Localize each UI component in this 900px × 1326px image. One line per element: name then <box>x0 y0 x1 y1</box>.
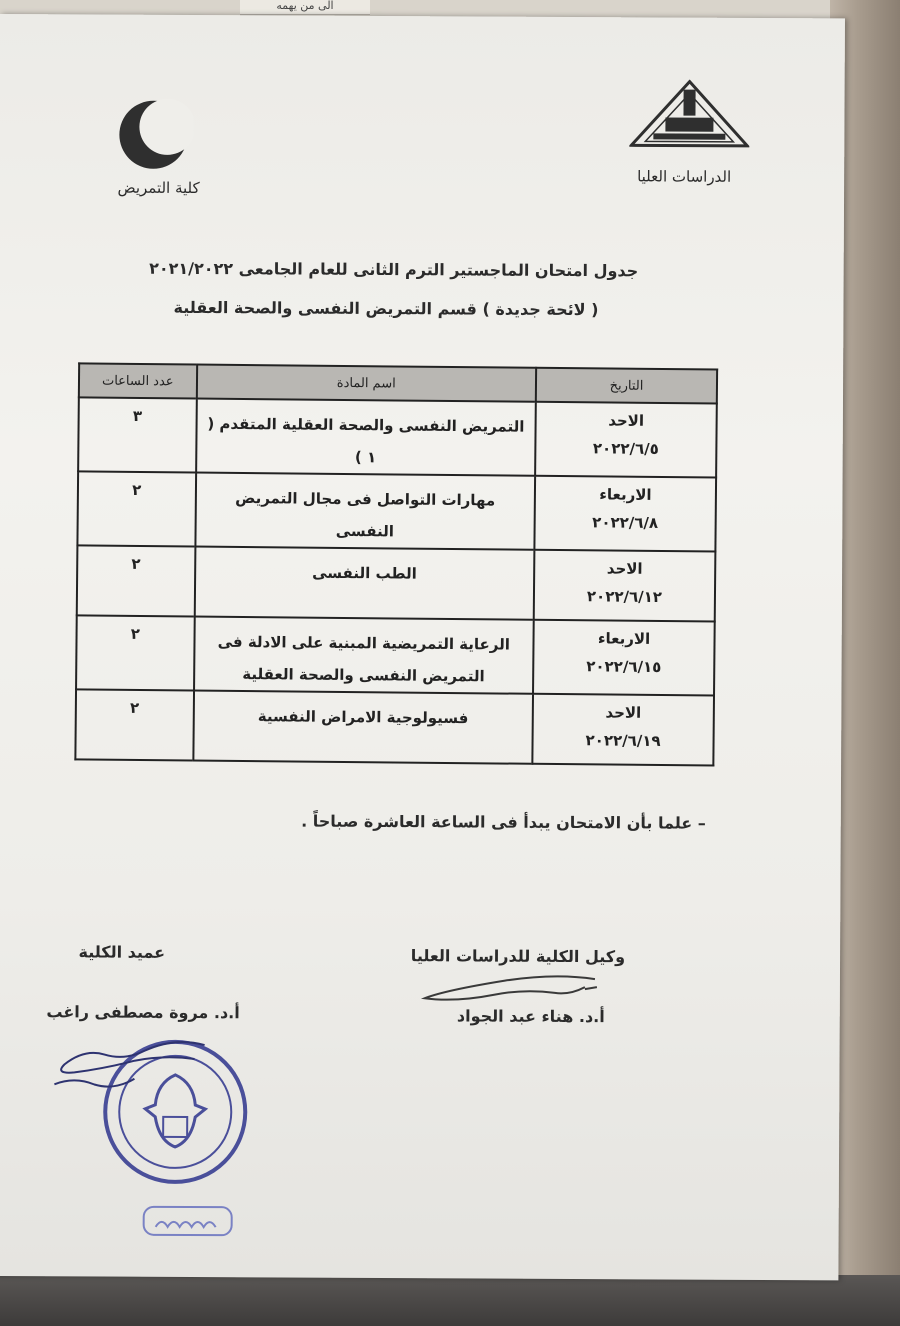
hours-value: ٢ <box>131 554 141 574</box>
nursing-faculty-label: كلية التمريض <box>117 178 200 198</box>
subject-name: الرعاية التمريضية المبنية على الادلة فى التمريض النفسى والصحة العقلية <box>217 632 511 686</box>
background-bottom <box>0 1275 900 1326</box>
dean-name: أ.د. مروة مصطفى راغب <box>46 1002 240 1023</box>
top-paper-scrap: الى من يهمه <box>240 0 370 15</box>
vice-dean-title: وكيل الكلية للدراسات العليا <box>410 946 626 967</box>
dean-signature <box>34 1032 214 1103</box>
hours-cell <box>78 397 196 472</box>
exam-date: ٢٠٢٢/٦/٨ <box>592 513 659 532</box>
subject-name: فسيولوجية الامراض النفسية <box>257 707 469 728</box>
table-row <box>77 545 716 621</box>
schedule-subtitle: ( لائحة جديدة ) قسم التمريض النفسى والصحة العقلية <box>173 297 599 320</box>
subject-cell <box>193 691 533 764</box>
subject-name: الطب النفسى <box>312 563 417 583</box>
subject-cell <box>194 547 534 620</box>
table-row <box>75 689 714 765</box>
exam-date: ٢٠٢٢/٦/١٩ <box>585 731 661 751</box>
exam-time-note: – علما بأن الامتحان يبدأ فى الساعة العاشرة صباحاً . <box>301 811 706 833</box>
hours-cell <box>75 689 193 760</box>
table-row <box>76 615 715 695</box>
dean-title: عميد الكلية <box>78 942 166 962</box>
subject-cell <box>194 617 534 694</box>
hours-cell <box>77 545 195 616</box>
header-subject: اسم المادة <box>196 365 536 402</box>
day-name: الاحد <box>605 703 642 722</box>
date-cell <box>534 476 716 552</box>
document-page <box>0 14 845 1280</box>
subject-cell <box>195 473 535 550</box>
day-name: الاحد <box>606 559 643 578</box>
subject-cell <box>196 399 536 476</box>
exam-date: ٢٠٢٢/٦/١٢ <box>586 587 663 607</box>
date-cell <box>533 620 715 696</box>
hours-cell <box>76 615 194 690</box>
table-row <box>78 397 717 477</box>
date-cell <box>532 694 714 766</box>
graduate-studies-label: الدراسات العليا <box>637 167 732 186</box>
schedule-title: جدول امتحان الماجستير الترم الثانى للعام الجامعى ٢٠٢١/٢٠٢٢ <box>149 258 639 281</box>
vice-dean-name: أ.د. هناء عبد الجواد <box>456 1006 605 1027</box>
crescent-logo-icon <box>117 97 193 173</box>
header-date: التاريخ <box>536 368 717 404</box>
header-hours: عدد الساعات <box>79 363 197 398</box>
exam-date: ٢٠٢٢/٦/٥ <box>592 439 659 458</box>
table-row <box>77 471 716 551</box>
date-cell <box>534 550 716 622</box>
hours-value: ٢ <box>132 480 142 500</box>
day-name: الاربعاء <box>599 485 652 504</box>
university-building-logo-icon <box>629 79 749 152</box>
exam-schedule-table <box>74 362 718 766</box>
subject-name: التمريض النفسى والصحة العقلية المتقدم ( ١ ) <box>207 414 525 467</box>
day-name: الاربعاء <box>597 629 651 648</box>
hours-value: ٣ <box>132 406 143 426</box>
exam-date: ٢٠٢٢/٦/١٥ <box>586 657 662 677</box>
day-name: الاحد <box>608 411 645 430</box>
hours-value: ٢ <box>129 698 140 718</box>
subject-name: مهارات التواصل فى مجال التمريض النفسى <box>235 488 496 541</box>
hours-value: ٢ <box>130 624 141 644</box>
serial-stamp <box>142 1205 234 1237</box>
date-cell <box>535 402 717 478</box>
hours-cell <box>77 471 195 546</box>
vice-dean-signature <box>415 964 615 1005</box>
